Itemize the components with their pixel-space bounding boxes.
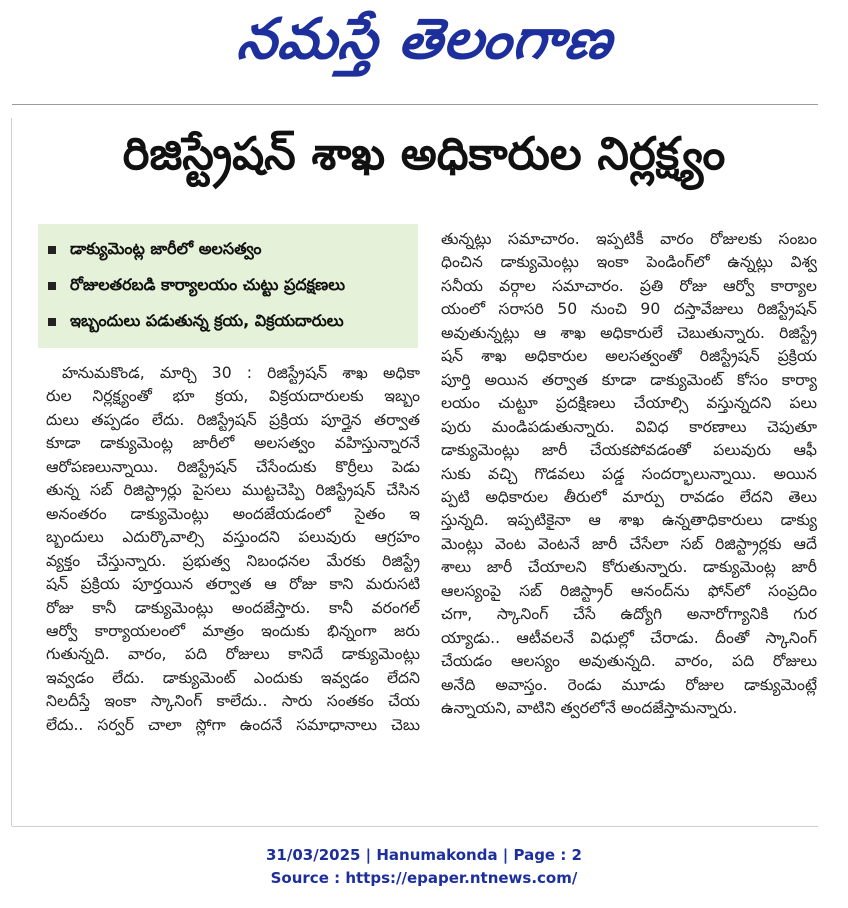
divider-top xyxy=(12,104,818,105)
footer-source: Source : https://epaper.ntnews.com/ xyxy=(270,869,578,887)
article-line: షన్ ప్రక్రియ పూర్తయిన తర్వాత ఆ రోజు కాని మరుసటి xyxy=(46,575,420,594)
article-line: చేయడం ఆలస్యం అవుతున్నది. వారం, పది రోజులు xyxy=(441,652,817,671)
article-line: లయం చుట్టూ ప్రదక్షిణలు చేయాల్సి వస్తున్నదని పలు xyxy=(441,394,817,413)
article-line: ఆలస్యంపై సబ్ రిజిస్ట్రార్ ఆనంద్‌ను ఫోన్‌లో సంప్రదిం xyxy=(441,581,817,600)
article-line: అనేది అవాస్తం. రెండు మూడు రోజుల డాక్యుమెంట్లే xyxy=(441,675,817,694)
article-line: అనంతరం డాక్యుమెంట్లు అందజేయడంలో సైతం ఇ xyxy=(46,504,420,523)
newspaper-masthead xyxy=(0,6,848,86)
bullet-icon xyxy=(48,246,56,254)
article-line: సనీయ వర్గాల సమాచారం. ప్రతి రోజు ఆర్వో కార్యాల xyxy=(441,276,817,295)
article-line: రోజు కానీ డాక్యుమెంట్లు అందజేస్తారు. కానీ వరంగల్ xyxy=(46,598,420,617)
article-line: గుతున్నది. వారం, పది రోజులు కానిదే డాక్యుమెంట్లు xyxy=(46,645,420,664)
article-line: నిలదీస్తే ఇంకా స్కానింగ్ కాలేదు.. సారు సంతకం చేయ xyxy=(46,692,420,711)
article-line: ఆర్వో కార్యాయలంలో మాత్రం ఇందుకు భిన్నంగా జరు xyxy=(46,621,420,640)
article-line: పురు మండిపడుతున్నారు. వివిధ కారణాలు చెపుతూ xyxy=(441,417,817,436)
article-line: చగా, స్కానింగ్ చేసే ఉద్యోగి అనారోగ్యానికి గుర xyxy=(441,605,817,624)
article-line: స్తున్నది. ఇప్పటికైనా ఆ శాఖ ఉన్నతాధికారులు డాక్యు xyxy=(441,511,817,530)
highlights-box xyxy=(38,224,418,348)
footer-dateline: 31/03/2025 | Hanumakonda | Page : 2 xyxy=(265,846,582,864)
bullet-icon xyxy=(48,282,56,290)
article-line: తున్నట్లు సమాచారం. ఇప్పటికీ వారం రోజులకు సంబం xyxy=(441,230,817,248)
masthead-title: నమస్తే తెలంగాణ xyxy=(233,6,616,72)
article-line: అవుతున్నట్లు ఆ శాఖ అధికారులే చెబుతున్నారు. రిజిస్ట్రే xyxy=(441,323,817,342)
article-line: హనుమకొండ, మార్చి 30 : రిజిస్ట్రేషన్ శాఖ అధికా xyxy=(62,364,420,382)
article-line: య్యాడు.. ఆటీవలనే విధుల్లో చేరాడు. దీంతో స్కానింగ్ xyxy=(441,628,817,647)
article-line: శాలు జారీ చేయాలని కోరుతున్నారు. డాక్యుమెంట్ల జారీ xyxy=(441,558,817,577)
article-line: ధించిన డాక్యుమెంట్లు ఇంకా పెండింగ్‌లో ఉన్నట్లు విశ్వ xyxy=(441,253,817,272)
article-line: మెంట్లు వెంట వెంటనే జారీ చేసేలా సబ్ రిజిస్ట్రార్లకు ఆదే xyxy=(441,534,817,553)
article-line: డాక్యుమెంట్లు జారీ చేయకపోవడంతో పలువురు ఆఫీ xyxy=(441,441,817,460)
article-line: ఇవ్వడం లేదు. డాక్యుమెంట్ ఎందుకు ఇవ్వడం లేదని xyxy=(46,668,420,687)
highlight-item xyxy=(48,232,412,268)
highlight-text: రోజులతరబడి కార్యాలయం చుట్టు ప్రదక్షణలు xyxy=(70,274,346,294)
highlight-text: డాక్యుమెంట్ల జారీలో అలసత్వం xyxy=(70,238,262,258)
article-line: దులు తప్పడం లేదు. రిజిస్ట్రేషన్ ప్రక్రియ పూర్తైన తర్వాత xyxy=(46,410,420,429)
article-line: కూడా డాక్యుమెంట్ల జారీలో అలసత్వం వహిస్తున్నారనే xyxy=(46,434,420,453)
article-line: తున్న సబ్ రిజిస్ట్రార్లు పైసలు ముట్టచెప్పి రిజిస్ట్రేషన్ చేసిన xyxy=(46,481,420,500)
article-line: యంలో సరాసరి 50 నుంచి 90 దస్తావేజులు రిజిస్ట్రేషన్ xyxy=(441,300,817,319)
divider-left xyxy=(11,118,12,826)
article-line: ఉన్నాయని, వాటిని త్వరలోనే అందజేస్తామన్నారు. xyxy=(441,699,738,718)
article-line: ప్పటి అధికారుల తీరులో మార్పు రావడం లేదని తెలు xyxy=(441,487,817,506)
article-line: లేదు.. సర్వర్ చాలా స్లోగా ఉందనే సమాధానాలు చెబు xyxy=(46,715,420,734)
divider-bottom xyxy=(12,826,818,827)
article-line: ఆరోపణలున్నాయి. రిజిస్ట్రేషన్ చేసేందుకు కొర్రీలు పెడు xyxy=(46,457,420,476)
article-column-left xyxy=(46,362,420,737)
article-line: వ్యక్తం చేస్తున్నారు. ప్రభుత్వ నిబంధనల మేరకు రిజిస్ట్రే xyxy=(46,551,420,570)
highlight-item xyxy=(48,304,412,340)
article-line: పూర్తి అయిన తర్వాత కూడా డాక్యుమెంట్ కోసం కార్యా xyxy=(441,370,817,389)
article-column-right xyxy=(441,228,817,721)
article-headline: రిజిస్ట్రేషన్ శాఖ అధికారుల నిర్లక్ష్యం xyxy=(122,127,726,180)
article-line: బ్బందులు ఎదుర్కొవాల్సి వస్తుందని పలువురు ఆగ్రహం xyxy=(46,528,420,547)
article-line: షన్ శాఖ అధికారుల అలసత్వంతో రిజిస్ట్రేషన్ ప్రక్రియ xyxy=(441,347,817,366)
bullet-icon xyxy=(48,318,56,326)
highlight-item xyxy=(48,268,412,304)
article-line: రుల నిర్లక్ష్యంతో భూ క్రయ, విక్రయదారులకు ఇబ్బం xyxy=(46,387,420,406)
article-line: సుకు వచ్చి గొడవలు పడ్డ సందర్భాలున్నాయి. అయిన xyxy=(441,464,817,483)
highlight-text: ఇబ్బందులు పడుతున్న క్రయ, విక్రయదారులు xyxy=(70,310,344,330)
